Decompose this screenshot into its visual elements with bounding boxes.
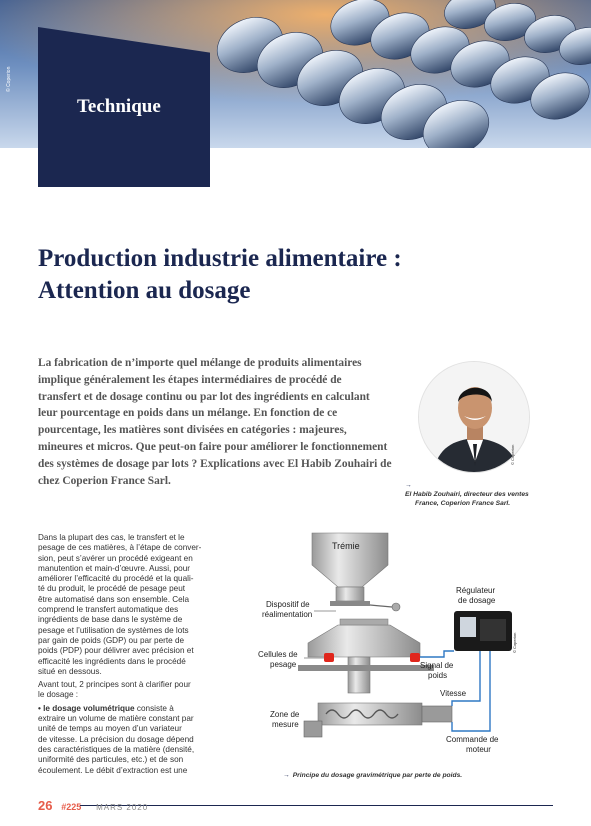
arrow-right-icon: → xyxy=(405,482,412,489)
label-hopper: Trémie xyxy=(332,541,360,551)
bullet-term: le dosage volumétrique xyxy=(43,703,135,713)
lead-paragraph xyxy=(38,355,408,489)
lead-line: transfert et de dosage continu ou par lot des ingrédients en calculant xyxy=(38,390,370,403)
portrait-credit: © Coperion xyxy=(510,444,515,465)
title-line: Production industrie alimentaire : xyxy=(38,245,402,272)
label-motor-1: Commande de xyxy=(446,735,499,744)
page-footer xyxy=(38,798,148,813)
feeder-neck xyxy=(348,657,370,693)
weigh-frame xyxy=(298,665,434,671)
body-line: unité de temps au moyen d’un variateur xyxy=(38,724,182,734)
feeder-hopper xyxy=(308,625,420,657)
body-line: être automatisé dans son ensemble. Cela xyxy=(38,594,190,604)
body-line: améliorer l’efficacité du procédé et la quali- xyxy=(38,574,194,584)
body-line: poids (PDP) pour délivrer avec précision et xyxy=(38,646,194,656)
screw-housing xyxy=(318,703,422,725)
issue-number: #225 xyxy=(61,802,82,812)
lead-line: mineures et micros. Que peut-on faire pour améliorer le fonctionnement xyxy=(38,440,388,453)
lead-line: chez Coperion France Sarl. xyxy=(38,474,171,487)
load-cell-right xyxy=(410,653,420,662)
label-motor-2: moteur xyxy=(466,745,491,754)
body-line: situé en dessous. xyxy=(38,666,102,676)
valve-actuator xyxy=(392,603,400,611)
body-line: Avant tout, 2 principes sont à clarifier pour xyxy=(38,680,191,690)
motor xyxy=(422,706,452,722)
bullet-line xyxy=(38,704,212,714)
lead-line: des systèmes de dosage par lots ? Explications avec El Habib Zouhairi de xyxy=(38,457,392,470)
body-line: pesage de ces matières, à l’étape de conver- xyxy=(38,543,202,553)
article-title xyxy=(38,243,558,307)
issue-date: MARS 2020 xyxy=(96,803,149,812)
body-line: té du produit, le procédé de pesage peut xyxy=(38,584,186,594)
footer-rule xyxy=(80,805,553,806)
section-label: Technique xyxy=(77,96,161,117)
label-signal-2: poids xyxy=(428,671,448,680)
body-line: extraire un volume de matière constant par xyxy=(38,714,194,724)
refill-valve xyxy=(336,587,364,601)
diagram-caption xyxy=(283,772,462,779)
controller-keypad xyxy=(480,619,506,641)
body-line: manutention et main-d’œuvre. Aussi, pour xyxy=(38,563,190,573)
body-text-column xyxy=(38,533,212,776)
body-line: comprend le transfert automatique des xyxy=(38,605,179,615)
bullet-marker: • xyxy=(38,703,44,713)
diagram-credit: © Coperion xyxy=(512,632,517,653)
body-line: le dosage : xyxy=(38,690,79,700)
load-cell-left xyxy=(324,653,334,662)
diagram-caption-text: Principe du dosage gravimétrique par perte de poids. xyxy=(292,772,463,779)
label-signal-1: Signal de xyxy=(420,661,454,670)
label-zone-2: mesure xyxy=(272,720,299,729)
lead-line: leur pourcentage en poids dans un mélange. En fonction de ce xyxy=(38,407,338,420)
body-line: uniformité des particules, etc.) et de son xyxy=(38,755,184,765)
label-cells-1: Cellules de xyxy=(258,650,298,659)
caption-line: El Habib Zouhairi, directeur des ventes xyxy=(405,491,529,498)
lead-line: implique généralement les étapes intermédiaires de procédé de xyxy=(38,373,342,386)
feeder-lid xyxy=(340,619,388,625)
bullet-text: consiste à xyxy=(134,703,174,713)
body-line: écoulement. Le débit d’extraction est une xyxy=(38,765,188,775)
photo-credit: © Coperion xyxy=(6,66,12,92)
loss-in-weight-diagram xyxy=(240,525,540,770)
label-zone-1: Zone de xyxy=(270,710,300,719)
label-refill-1: Dispositif de xyxy=(266,600,310,609)
label-cells-2: pesage xyxy=(270,660,297,669)
body-line: sion, peut s’avérer un procédé exigeant en xyxy=(38,553,193,563)
label-controller-1: Régulateur xyxy=(456,586,496,595)
title-line: Attention au dosage xyxy=(38,277,251,304)
body-line: efficacité les ingrédients dans le procédé xyxy=(38,656,186,666)
discharge xyxy=(304,721,322,737)
label-speed: Vitesse xyxy=(440,689,467,698)
portrait-caption xyxy=(405,481,580,508)
signal-weight-line xyxy=(420,651,454,657)
body-line: Dans la plupart des cas, le transfert et le xyxy=(38,533,185,542)
body-line: par gain de poids (GDP) ou par perte de xyxy=(38,635,185,645)
page-number: 26 xyxy=(38,798,53,813)
lead-line: La fabrication de n’importe quel mélange de produits alimentaires xyxy=(38,357,362,369)
arrow-right-icon: → xyxy=(283,772,290,779)
valve-link xyxy=(370,605,392,607)
lead-line: pourcentage, les matières sont divisées en catégories : majeures, xyxy=(38,424,347,437)
body-line: des caractéristiques de la matière (densité, xyxy=(38,744,195,754)
body-line: ingrédients de base dans le système de xyxy=(38,615,183,625)
body-line: de vitesse. La précision du dosage dépend xyxy=(38,734,194,744)
controller-screen xyxy=(460,617,476,637)
label-refill-2: réalimentation xyxy=(262,610,313,619)
caption-line: France, Coperion France Sarl. xyxy=(415,500,511,507)
label-controller-2: de dosage xyxy=(458,596,496,605)
body-line: pesage et l’utilisation de systèmes de lots xyxy=(38,625,189,635)
valve-flange xyxy=(330,601,370,606)
